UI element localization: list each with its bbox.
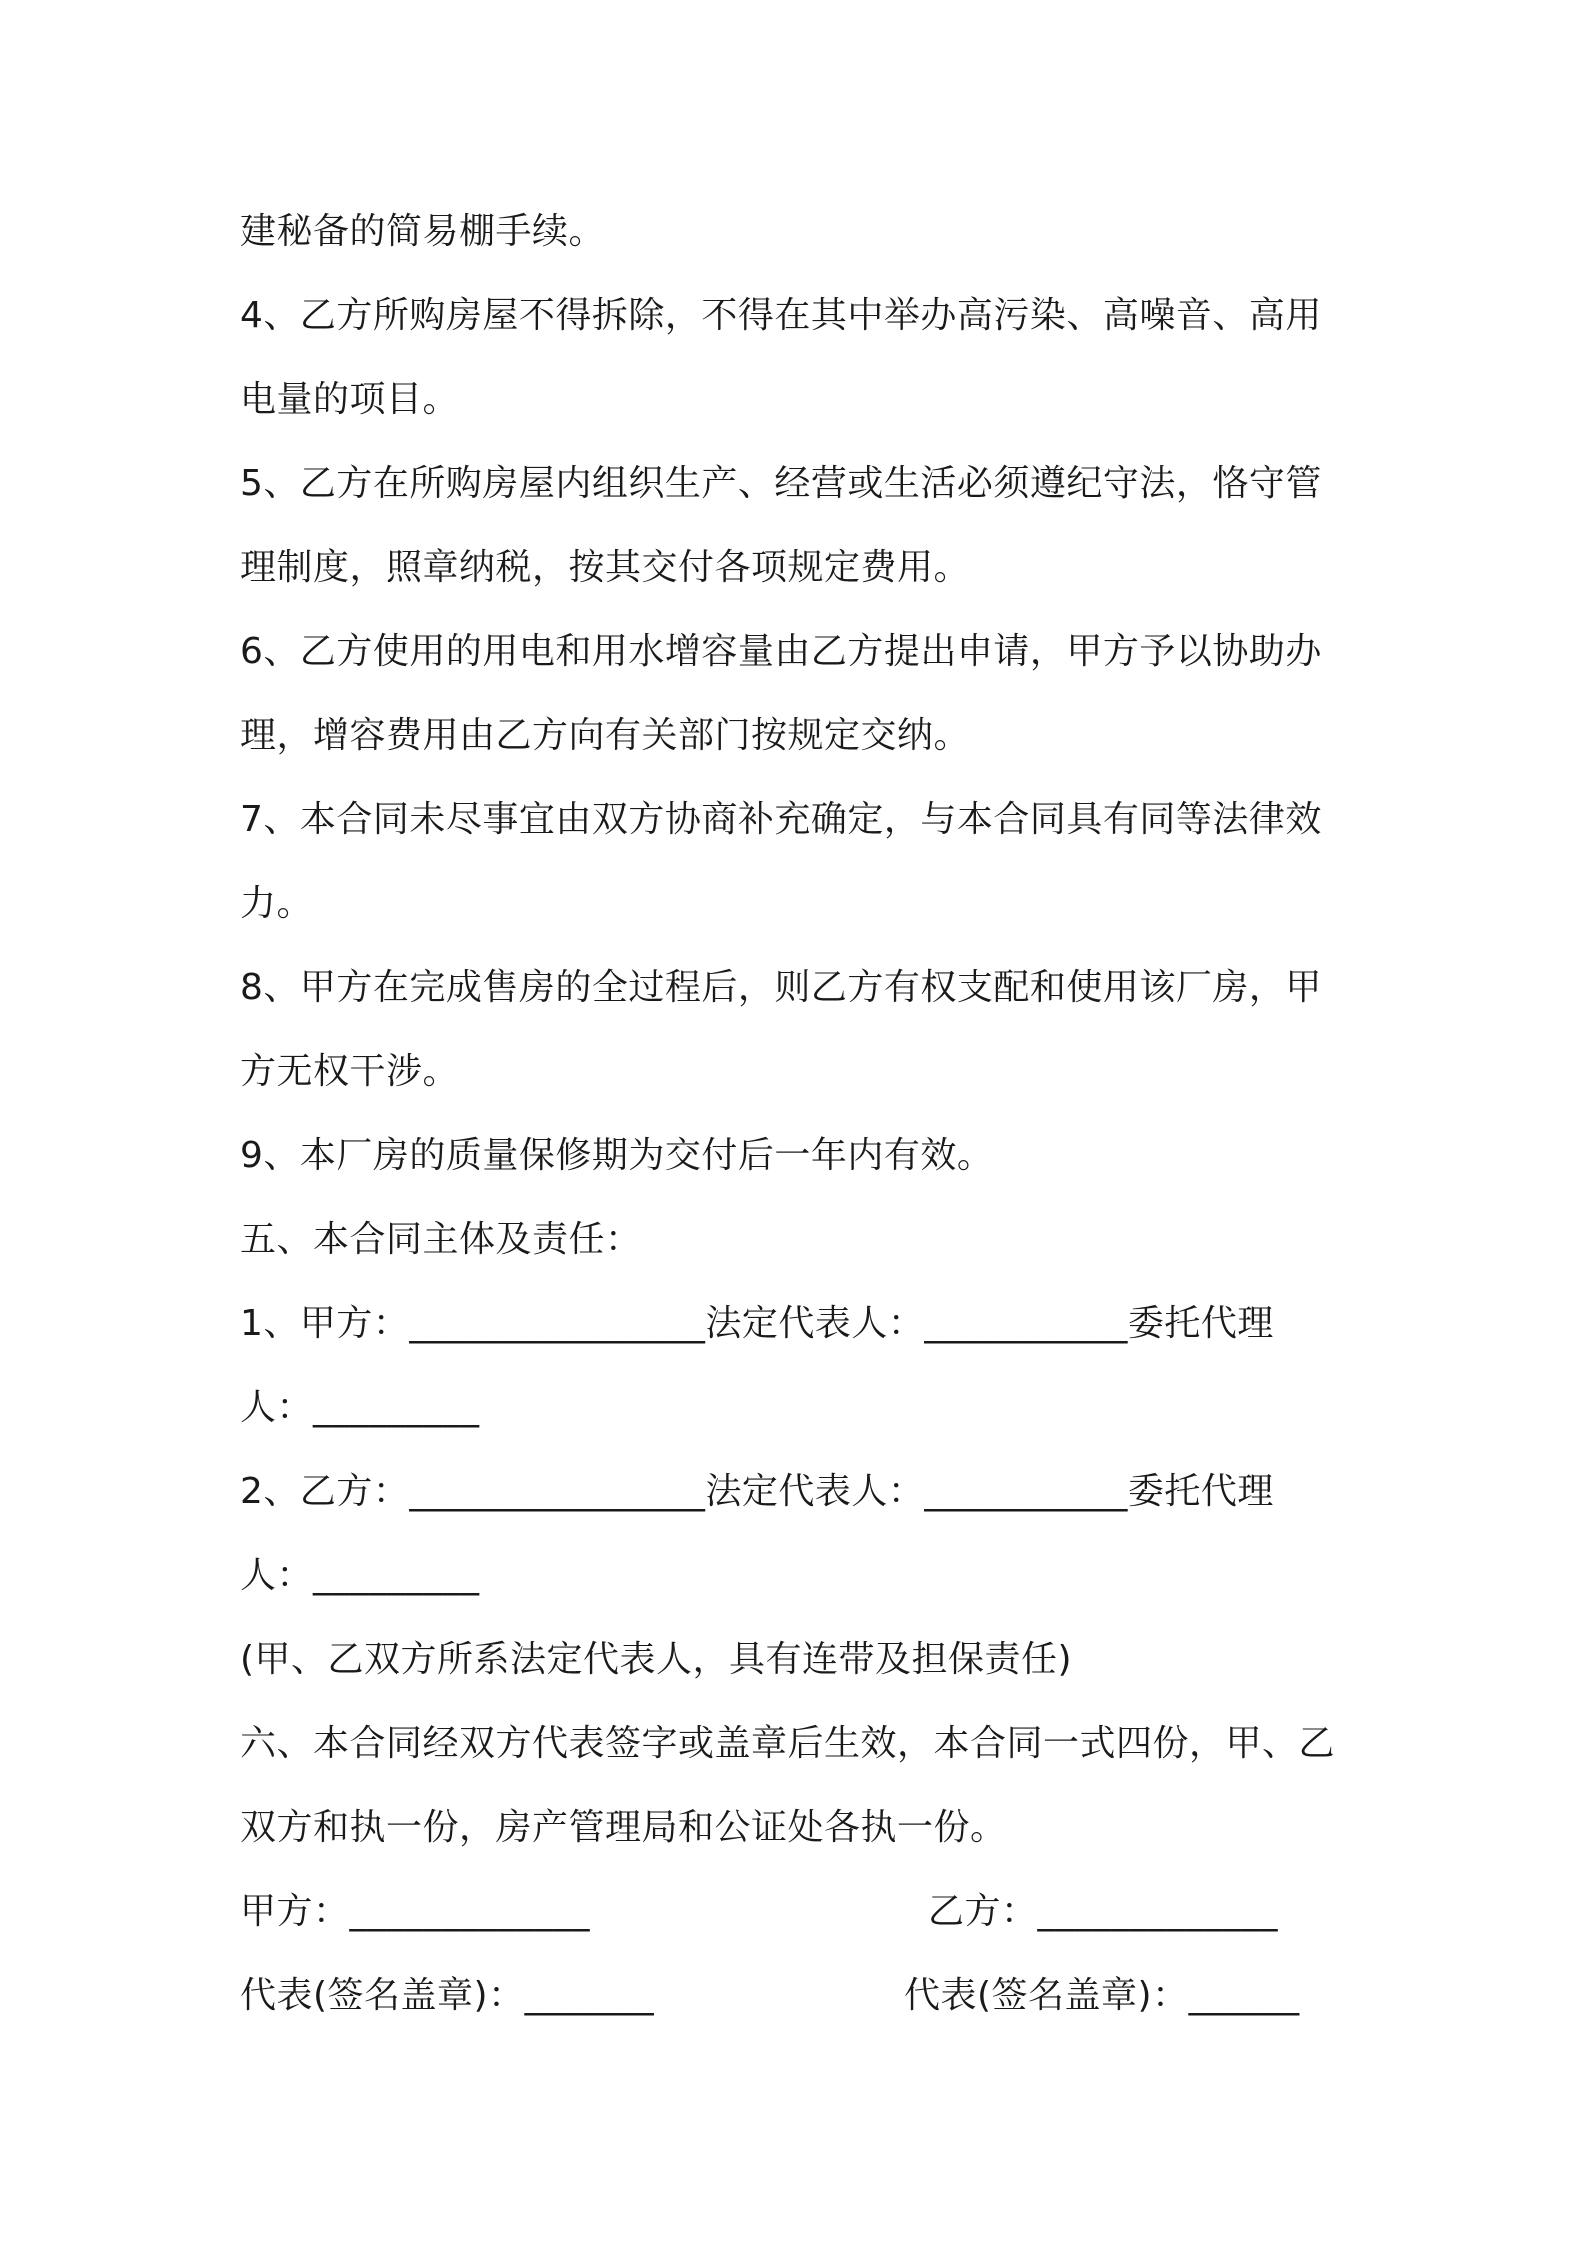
text-line: (甲、乙双方所系法定代表人，具有连带及担保责任): [240, 1639, 1073, 1680]
text-line: 1、甲方：________________法定代表人：___________委托代理: [240, 1303, 1274, 1344]
text-line: 电量的项目。: [240, 379, 460, 420]
text-line: 6、乙方使用的用电和用水增容量由乙方提出申请，甲方予以协助办: [240, 631, 1322, 672]
section-heading: 五、本合同主体及责任：: [240, 1219, 642, 1260]
text-line: 8、甲方在完成售房的全过程后，则乙方有权支配和使用该厂房，甲: [240, 967, 1322, 1008]
section-heading: 六、本合同经双方代表签字或盖章后生效，本合同一式四份，甲、乙: [240, 1723, 1336, 1764]
party-a-field: 甲方：_____________: [240, 1891, 591, 1932]
text-line: 理制度，照章纳税，按其交付各项规定费用。: [240, 547, 971, 588]
text-line: 力。: [240, 883, 314, 924]
text-line: 5、乙方在所购房屋内组织生产、经营或生活必须遵纪守法，恪守管: [240, 463, 1322, 504]
text-line: 4、乙方所购房屋不得拆除，不得在其中举办高污染、高噪音、高用: [240, 295, 1322, 336]
text-line: 理，增容费用由乙方向有关部门按规定交纳。: [240, 715, 971, 756]
representative-a-field: 代表(签名盖章)：_______: [240, 1975, 655, 2016]
text-line: 2、乙方：________________法定代表人：___________委托代理: [240, 1471, 1274, 1512]
text-line: 7、本合同未尽事宜由双方协商补充确定，与本合同具有同等法律效: [240, 799, 1322, 840]
party-b-field: 乙方：_____________: [928, 1891, 1279, 1932]
text-line: 9、本厂房的质量保修期为交付后一年内有效。: [240, 1135, 994, 1176]
text-line: 人：_________: [240, 1555, 480, 1596]
text-line: 方无权干涉。: [240, 1051, 460, 1092]
text-line: 建秘备的简易棚手续。: [240, 211, 606, 252]
text-line: 双方和执一份，房产管理局和公证处各执一份。: [240, 1807, 1007, 1848]
text-line: 人：_________: [240, 1387, 480, 1428]
representative-b-field: 代表(签名盖章)：______: [904, 1975, 1300, 2016]
